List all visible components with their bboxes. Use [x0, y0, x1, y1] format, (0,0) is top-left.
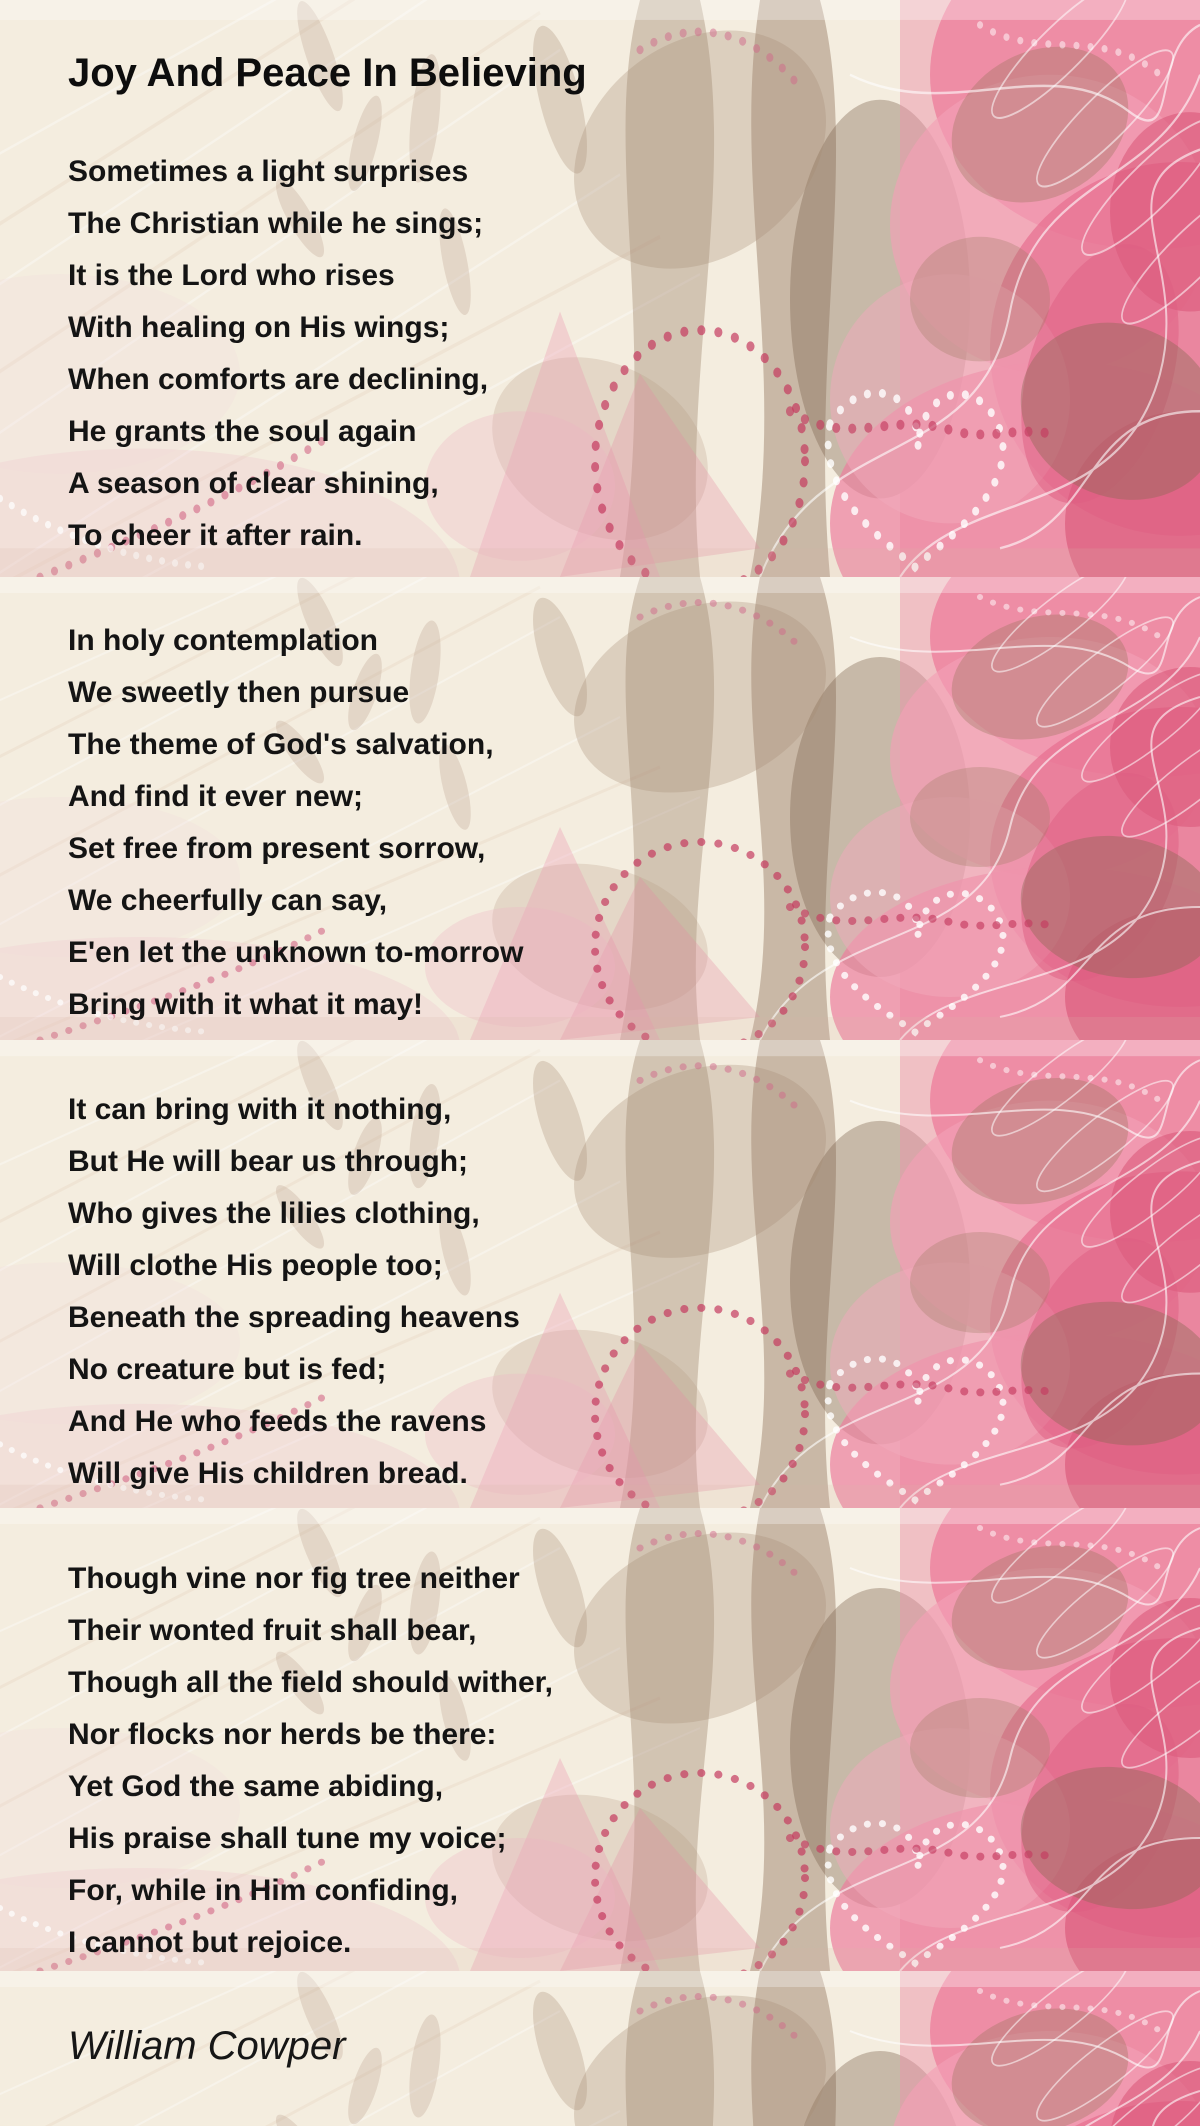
poem-line: Set free from present sorrow,	[68, 832, 486, 865]
poem-line: It is the Lord who rises	[68, 259, 395, 292]
poem-line: A season of clear shining,	[68, 467, 439, 500]
poem-line: I cannot but rejoice.	[68, 1926, 352, 1959]
poem-line: Beneath the spreading heavens	[68, 1301, 520, 1334]
poem-line: Bring with it what it may!	[68, 988, 424, 1021]
poem-line: No creature but is fed;	[68, 1353, 387, 1386]
poem-line: Though all the field should wither,	[68, 1666, 553, 1699]
poem-line: It can bring with it nothing,	[68, 1093, 452, 1126]
poem-line: The theme of God's salvation,	[68, 728, 494, 761]
poem-line: And find it ever new;	[68, 780, 364, 813]
poem-body	[68, 146, 553, 2022]
poem-line: Nor flocks nor herds be there:	[68, 1718, 497, 1751]
poem-line: To cheer it after rain.	[68, 519, 363, 552]
poem-line: Sometimes a light surprises	[68, 155, 469, 188]
poem-line: But He will bear us through;	[68, 1145, 469, 1178]
poem-line: Their wonted fruit shall bear,	[68, 1614, 477, 1647]
poem-line: Yet God the same abiding,	[68, 1770, 444, 1803]
poem-line: He grants the soul again	[68, 415, 417, 448]
poem-stanza	[68, 1084, 553, 1500]
poem-line: Who gives the lilies clothing,	[68, 1197, 480, 1230]
poem-line: And He who feeds the ravens	[68, 1405, 487, 1438]
poem-line: In holy contemplation	[68, 624, 379, 657]
poem-line: Will give His children bread.	[68, 1457, 468, 1490]
poem-line: Though vine nor fig tree neither	[68, 1562, 520, 1595]
poem-line: For, while in Him confiding,	[68, 1874, 458, 1907]
poem-stanza	[68, 146, 553, 562]
poem-author: William Cowper	[68, 2024, 346, 2068]
poem-line: E'en let the unknown to-morrow	[68, 936, 524, 969]
poem-line: With healing on His wings;	[68, 311, 450, 344]
poem-line: Will clothe His people too;	[68, 1249, 443, 1282]
poem-title: Joy And Peace In Believing	[68, 51, 587, 95]
poem-line: His praise shall tune my voice;	[68, 1822, 507, 1855]
poem-line: The Christian while he sings;	[68, 207, 484, 240]
poem-stanza	[68, 615, 553, 1031]
poem-line: When comforts are declining,	[68, 363, 489, 396]
poem-stanza	[68, 1553, 553, 1969]
poem-line: We cheerfully can say,	[68, 884, 388, 917]
poem-line: We sweetly then pursue	[68, 676, 410, 709]
